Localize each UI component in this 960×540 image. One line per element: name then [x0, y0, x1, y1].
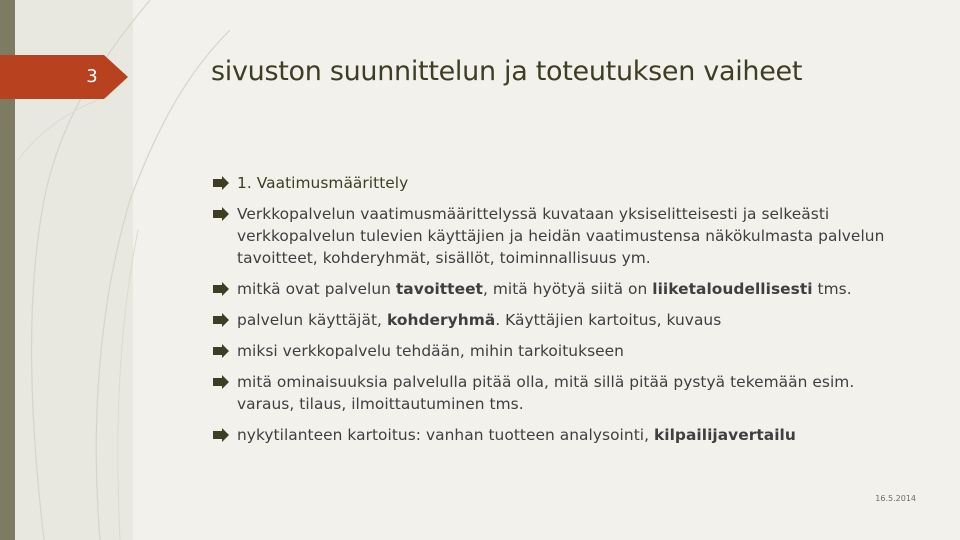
item-bold-text: tavoitteet [395, 280, 483, 298]
item-text: . Käyttäjien kartoitus, kuvaus [495, 311, 722, 329]
arrow-pointer-icon [213, 176, 229, 190]
item-text: mitä ominaisuuksia palvelulla pitää olla, mitä sillä pitää pystyä tekemään esim. varaus, tilaus, ilmoittautuminen tms. [237, 373, 855, 413]
list-item [213, 340, 903, 362]
item-text: palvelun käyttäjät, [237, 311, 387, 329]
item-bold-text: liiketaloudellisesti [652, 280, 813, 298]
item-bold-text: kilpailijavertailu [653, 426, 796, 444]
bullet-list [213, 172, 903, 455]
item-text: Verkkopalvelun vaatimusmäärittelyssä kuvataan yksiselitteisesti ja selkeästi verkkopalvelun tulevien käyttäjien ja heidän vaatimustensa näkökulmasta palvelun tavoitteet, kohderyhmät, sisällöt, toiminnallisuus ym. [237, 205, 885, 267]
list-item [213, 278, 903, 300]
arrow-pointer-icon [213, 207, 229, 221]
list-item [213, 309, 903, 331]
item-text: nykytilanteen kartoitus: vanhan tuotteen analysointi, [237, 426, 654, 444]
item-text: tms. [812, 280, 852, 298]
arrow-pointer-icon [213, 344, 229, 358]
list-item [213, 371, 903, 415]
item-text: , mitä hyötyä siitä on [482, 280, 653, 298]
item-text: 1. Vaatimusmäärittely [237, 174, 409, 192]
arrow-pointer-icon [213, 375, 229, 389]
slide-number: 3 [86, 66, 98, 87]
list-item [213, 424, 903, 446]
arrow-pointer-icon [213, 313, 229, 327]
arrow-pointer-icon [213, 428, 229, 442]
slide-title: sivuston suunnittelun ja toteutuksen vaiheet [211, 56, 803, 87]
item-bold-text: kohderyhmä [386, 311, 496, 329]
item-text: mitkä ovat palvelun [237, 280, 396, 298]
list-item [213, 203, 903, 269]
arrow-pointer-icon [213, 282, 229, 296]
item-text: miksi verkkopalvelu tehdään, mihin tarkoitukseen [237, 342, 624, 360]
list-item [213, 172, 903, 194]
slide-date: 16.5.2014 [875, 494, 916, 503]
slide-number-tab [0, 55, 128, 99]
